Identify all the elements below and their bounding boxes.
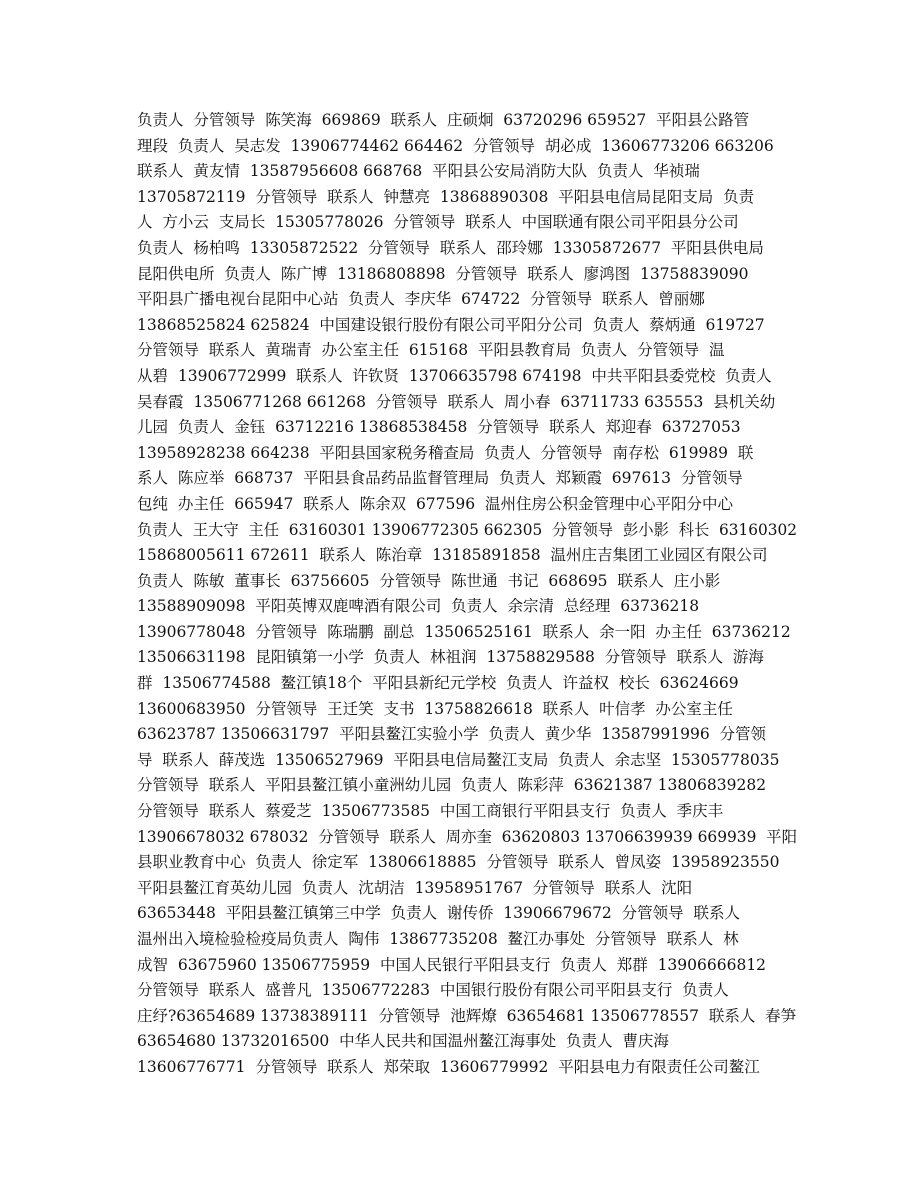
text-line: 从碧 13906772999 联系人 许钦贤 13706635798 674198 中共平阳县委党校 负责人 — [137, 366, 772, 385]
text-line: 13906778048 分管领导 陈瑞鹏 副总 13506525161 联系人 余一阳 办主任 63736212 — [137, 622, 791, 641]
text-line: 分管领导 联系人 蔡爱芝 13506773585 中国工商银行平阳县支行 负责人 季庆丰 — [137, 802, 724, 821]
text-line: 13588909098 平阳英博双鹿啤酒有限公司 负责人 余宗清 总经理 63736218 — [137, 597, 700, 616]
text-line: 群 13506774588 鳌江镇18个 平阳县新纪元学校 负责人 许益权 校长 63624669 — [137, 674, 739, 693]
text-line: 负责人 杨柏鸣 13305872522 分管领导 联系人 邵玲娜 13305872677 平阳县供电局 — [137, 238, 764, 257]
text-line: 儿园 负责人 金钰 63712216 13868538458 分管领导 联系人 郑迎春 63727053 — [137, 418, 741, 437]
text-line: 理段 负责人 吴志发 13906774462 664462 分管领导 胡必成 13606773206 663206 — [137, 136, 774, 155]
text-line: 县职业教育中心 负责人 徐定军 13806618885 分管领导 联系人 曾凤姿 13958923550 — [137, 853, 780, 872]
text-line: 导 联系人 薛茂选 13506527969 平阳县电信局鳌江支局 负责人 余志坚 15305778035 — [137, 750, 780, 769]
text-line: 13868525824 625824 中国建设银行股份有限公司平阳分公司 负责人 蔡炳通 619727 — [137, 315, 765, 334]
text-line: 13705872119 分管领导 联系人 钟慧亮 13868890308 平阳县电信局昆阳支局 负责 — [137, 187, 755, 206]
text-line: 庄纾?63654689 13738389111 分管领导 池辉燎 63654681 13506778557 联系人 春笋 — [137, 1006, 797, 1025]
text-line: 吴春霞 13506771268 661268 分管领导 联系人 周小春 63711733 635553 县机关幼 — [137, 392, 776, 411]
text-line: 温州出入境检验检疫局负责人 陶伟 13867735208 鳌江办事处 分管领导 联系人 林 — [137, 930, 739, 948]
text-line: 13600683950 分管领导 王迁笑 支书 13758826618 联系人 叶信孝 办公室主任 — [137, 699, 733, 718]
text-line: 分管领导 联系人 平阳县鳌江镇小童洲幼儿园 负责人 陈彩萍 63621387 13806839282 — [137, 776, 767, 795]
text-line: 成智 63675960 13506775959 中国人民银行平阳县支行 负责人 郑群 13906666812 — [137, 955, 767, 974]
text-line: 负责人 陈敏 董事长 63756605 分管领导 陈世通 书记 668695 联系人 庄小影 — [137, 571, 721, 590]
text-line: 13906678032 678032 分管领导 联系人 周亦奎 63620803 13706639939 669939 平阳 — [137, 827, 797, 846]
document-body — [137, 108, 797, 1081]
text-line: 63653448 平阳县鳌江镇第三中学 负责人 谢传侨 13906679672 分管领导 联系人 — [137, 904, 740, 923]
text-line: 63654680 13732016500 中华人民共和国温州鳌江海事处 负责人 曹庆海 — [137, 1032, 669, 1051]
text-line: 15868005611 672611 联系人 陈治章 13185891858 温州庄吉集团工业园区有限公司 — [137, 546, 768, 565]
text-line: 系人 陈应举 668737 平阳县食品药品监督管理局 负责人 郑颖霞 697613 分管领导 — [137, 469, 743, 488]
text-line: 63623787 13506631797 平阳县鳌江实验小学 负责人 黄少华 13587991996 分管领 — [137, 725, 767, 744]
text-line: 分管领导 联系人 盛普凡 13506772283 中国银行股份有限公司平阳县支行 负责人 — [137, 981, 729, 1000]
text-line: 负责人 王大守 主任 63160301 13906772305 662305 分管领导 彭小影 科长 63160302 — [137, 520, 797, 539]
text-line: 昆阳供电所 负责人 陈广博 13186808898 分管领导 联系人 廖鸿图 13758839090 — [137, 264, 749, 283]
text-line: 13506631198 昆阳镇第一小学 负责人 林祖润 13758829588 分管领导 联系人 游海 — [137, 648, 764, 667]
text-line: 人 方小云 支局长 15305778026 分管领导 联系人 中国联通有限公司平阳县分公司 — [137, 213, 739, 232]
text-line: 联系人 黄友情 13587956608 668768 平阳县公安局消防大队 负责人 华祯瑞 — [137, 162, 700, 181]
text-line: 13958928238 664238 平阳县国家税务稽查局 负责人 分管领导 南存松 619989 联 — [137, 443, 754, 462]
text-line: 负责人 分管领导 陈笑海 669869 联系人 庄硕炯 63720296 659527 平阳县公路管 — [137, 111, 750, 129]
text-line: 包纯 办主任 665947 联系人 陈余双 677596 温州住房公积金管理中心平阳分中心 — [137, 494, 733, 513]
text-line: 13606776771 分管领导 联系人 郑荣取 13606779992 平阳县电力有限责任公司鳌江 — [137, 1057, 760, 1076]
text-line: 分管领导 联系人 黄瑞青 办公室主任 615168 平阳县教育局 负责人 分管领导 温 — [137, 341, 725, 360]
text-line: 平阳县鳌江育英幼儿园 负责人 沈胡洁 13958951767 分管领导 联系人 沈阳 — [137, 878, 693, 897]
text-line: 平阳县广播电视台昆阳中心站 负责人 李庆华 674722 分管领导 联系人 曾丽娜 — [137, 290, 705, 309]
